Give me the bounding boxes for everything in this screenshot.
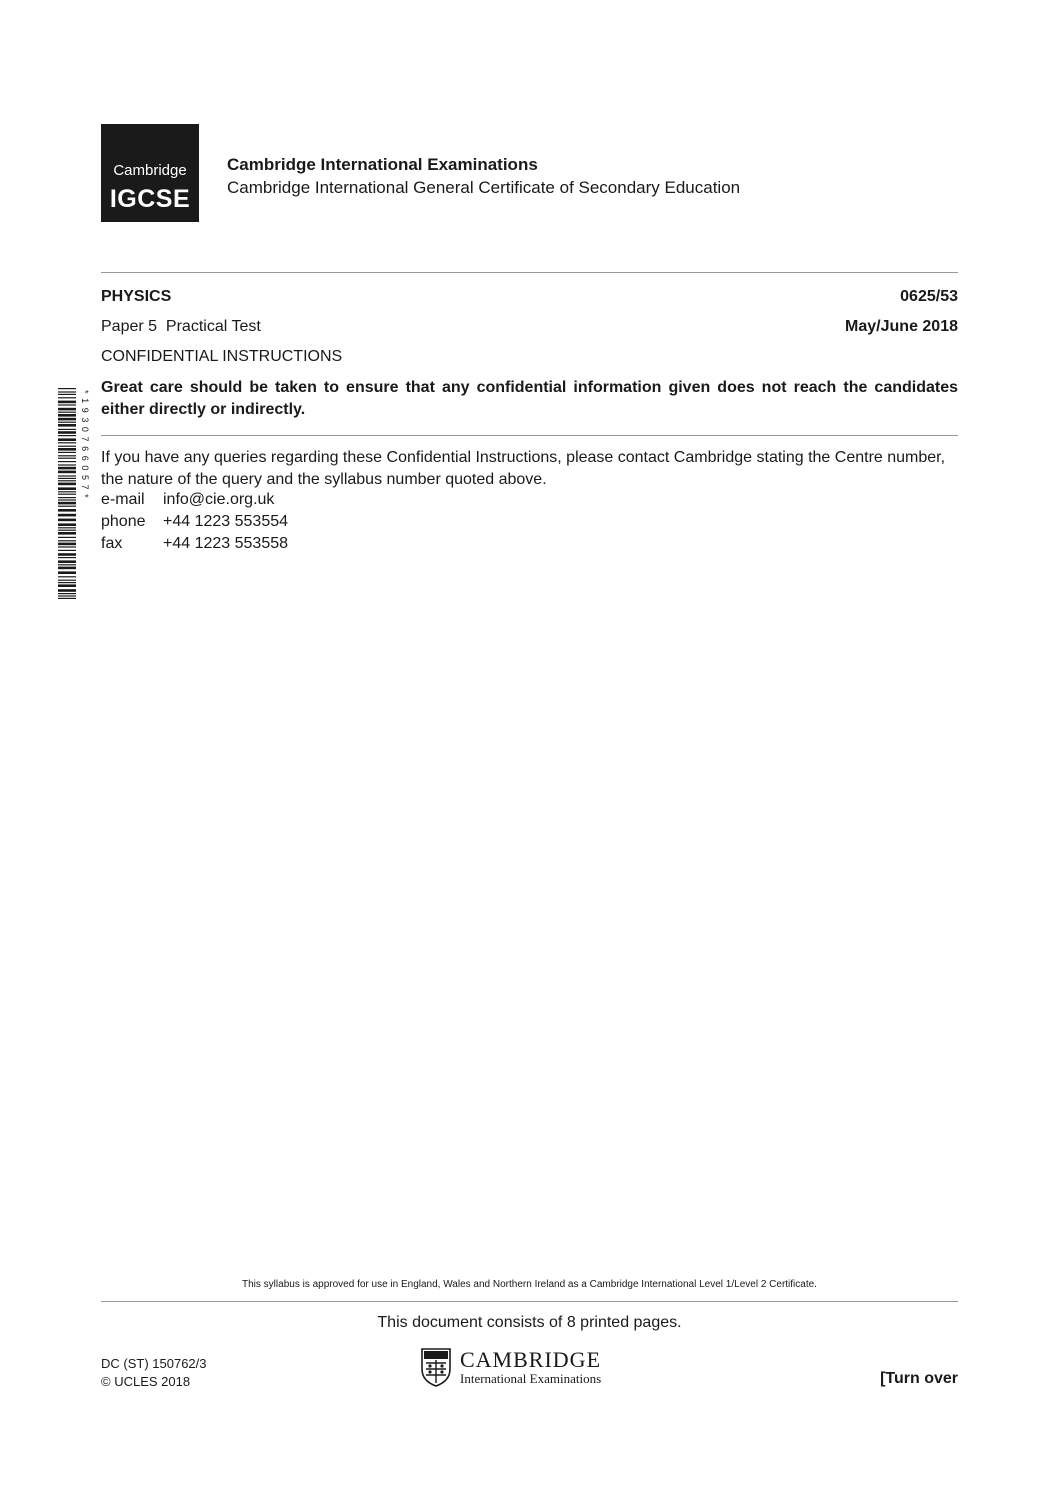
- paper-code: 0625/53: [900, 288, 958, 305]
- barcode-bar: [58, 540, 76, 541]
- barcode-bar: [58, 471, 76, 474]
- barcode-bar: [58, 442, 76, 443]
- contact-label: phone: [101, 513, 146, 530]
- contact-phone: [101, 511, 288, 533]
- cambridge-subtitle: International Examinations: [460, 1371, 602, 1386]
- qualification-title: Cambridge International General Certificate of Secondary Education: [227, 178, 741, 197]
- copyright: © UCLES 2018: [101, 1374, 191, 1389]
- barcode-bar: [58, 431, 76, 434]
- barcode-bar: [58, 404, 76, 405]
- barcode-bar: [58, 509, 76, 512]
- session: May/June 2018: [845, 318, 958, 335]
- barcode-bar: [58, 557, 76, 558]
- cambridge-crest-icon: [420, 1347, 452, 1387]
- barcode-bar: [58, 523, 76, 526]
- barcode-bar: [58, 560, 76, 563]
- barcode-bar: [58, 480, 76, 481]
- barcode-bar: [58, 422, 76, 423]
- barcode-bar: [58, 527, 76, 528]
- barcode-bar: [58, 435, 76, 436]
- contact-label: fax: [101, 535, 123, 552]
- barcode-bar: [58, 571, 76, 574]
- barcode-bar: [58, 584, 76, 587]
- barcode-bar: [58, 448, 76, 451]
- cambridge-wordmark: CAMBRIDGE: [460, 1347, 602, 1372]
- document-type: CONFIDENTIAL INSTRUCTIONS: [101, 348, 343, 365]
- contact-email: [101, 489, 274, 511]
- barcode-bar: [58, 537, 76, 538]
- barcode-bar: [58, 408, 76, 411]
- paper-name: Paper 5 Practical Test: [101, 318, 261, 335]
- confidentiality-warning: Great care should be taken to ensure that any confidential information given does not reach the candidates either directly or indirectly.: [101, 379, 958, 418]
- barcode-bar: [58, 598, 76, 599]
- email-link[interactable]: info@cie.org.uk: [163, 491, 275, 508]
- barcode-bar: [58, 576, 76, 577]
- queries-paragraph: If you have any queries regarding these Confidential Instructions, please contact Cambridge stating the Centre number, the nature of the query and the syllabus number quoted above.: [101, 449, 946, 488]
- barcode-bar: [58, 502, 76, 505]
- barcode-bar: [58, 564, 76, 565]
- barcode-bar: [58, 487, 76, 490]
- contact-value: +44 1223 553558: [163, 535, 289, 552]
- barcode-bar: [58, 414, 76, 417]
- barcode-bar: [58, 506, 76, 507]
- barcode-bar: [58, 467, 76, 470]
- cambridge-igcse-logo: [101, 124, 199, 222]
- barcode-bar: [58, 499, 76, 500]
- barcode-bar: [58, 589, 76, 592]
- document-reference: DC (ST) 150762/3: [101, 1356, 207, 1371]
- top-divider: [101, 272, 958, 273]
- barcode-bar: [58, 394, 76, 395]
- barcode-bar: [58, 412, 76, 413]
- barcode-bar: [58, 550, 76, 551]
- barcode-bar: [58, 446, 76, 447]
- barcode-bar: [58, 497, 76, 498]
- barcode-bar: [58, 543, 76, 546]
- barcode-bar: [58, 397, 76, 398]
- logo-line-igcse: IGCSE: [109, 185, 191, 213]
- barcode-bar: [58, 464, 76, 465]
- contact-label: e-mail: [101, 491, 145, 508]
- barcode-bar: [58, 452, 76, 453]
- barcode-bar: [58, 546, 76, 547]
- barcode-bar: [58, 455, 76, 456]
- barcode-bar: [58, 401, 76, 404]
- barcode-bar: [58, 532, 76, 535]
- barcode-bar: [58, 429, 76, 430]
- page-count-note: This document consists of 8 printed pages.: [377, 1314, 682, 1331]
- barcode-bar: [58, 530, 76, 531]
- barcode-bar: [58, 483, 76, 486]
- barcode-bar: [58, 388, 76, 389]
- barcode-bar: [58, 461, 76, 462]
- barcode: [58, 388, 88, 600]
- approval-note: This syllabus is approved for use in England, Wales and Northern Ireland as a Cambridge International Level 1/Level 2 Certificate.: [242, 1279, 817, 1290]
- barcode-bar: [58, 458, 76, 459]
- barcode-bar: [58, 494, 76, 495]
- middle-divider: [101, 435, 958, 436]
- barcode-bar: [58, 475, 76, 476]
- contact-value: +44 1223 553554: [163, 513, 289, 530]
- barcode-text: *1930766057*: [80, 390, 90, 503]
- barcode-bar: [58, 424, 76, 427]
- barcode-bar: [58, 580, 76, 581]
- barcode-bar: [58, 582, 76, 583]
- subject: PHYSICS: [101, 288, 172, 305]
- barcode-bar: [58, 478, 76, 479]
- barcode-bar: [58, 593, 76, 594]
- barcode-bar: [58, 438, 76, 441]
- logo-line-cambridge: Cambridge: [113, 162, 187, 179]
- contact-fax: [101, 533, 288, 555]
- barcode-bar: [58, 595, 76, 596]
- barcode-bar: [58, 514, 76, 517]
- barcode-bar: [58, 519, 76, 522]
- barcode-bar: [58, 418, 76, 421]
- barcode-bar: [58, 567, 76, 570]
- exam-board: Cambridge International Examinations: [227, 155, 538, 174]
- barcode-bar: [58, 491, 76, 492]
- bottom-divider: [101, 1301, 958, 1302]
- barcode-bar: [58, 553, 76, 556]
- barcode-bar: [58, 391, 76, 392]
- turn-over: [Turn over: [880, 1370, 958, 1387]
